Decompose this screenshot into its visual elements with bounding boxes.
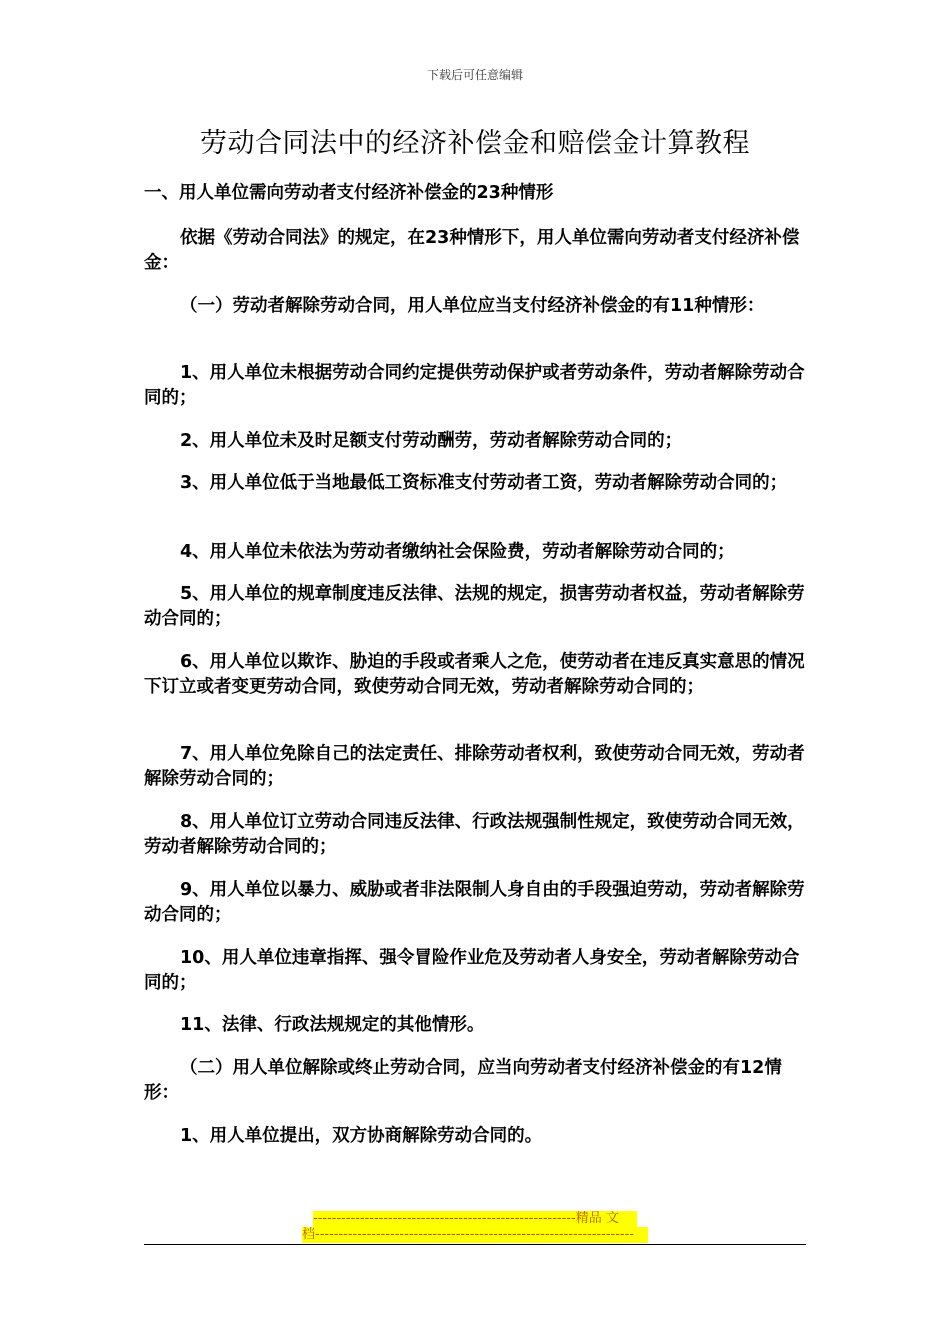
section-heading: 一、用人单位需向劳动者支付经济补偿金的23种情形 [144, 183, 554, 203]
footer-rule [144, 1244, 806, 1245]
intro-paragraph: 依据《劳动合同法》的规定，在23种情形下，用人单位需向劳动者支付经济补偿金： [144, 228, 800, 273]
list-item: 8、用人单位订立劳动合同违反法律、行政法规强制性规定，致使劳动合同无效，劳动者解除劳动合同的； [144, 812, 805, 857]
footer-line-2: 档-------------------------------------------------------------------- [302, 1227, 648, 1243]
document-title: 劳动合同法中的经济补偿金和赔偿金计算教程 [200, 128, 750, 159]
list-item: 1、用人单位未根据劳动合同约定提供劳动保护或者劳动条件，劳动者解除劳动合同的； [144, 363, 805, 408]
list-item: 5、用人单位的规章制度违反法律、法规的规定，损害劳动者权益，劳动者解除劳动合同的； [144, 584, 805, 629]
list-item: 6、用人单位以欺诈、胁迫的手段或者乘人之危，使劳动者在违反真实意思的情况下订立或者变更劳动合同，致使劳动合同无效，劳动者解除劳动合同的； [144, 652, 805, 697]
subsection-heading-1: （一）劳动者解除劳动合同，用人单位应当支付经济补偿金的有11种情形： [180, 296, 765, 316]
list-item: 3、用人单位低于当地最低工资标准支付劳动者工资，劳动者解除劳动合同的； [180, 473, 788, 493]
list-item: 1、用人单位提出，双方协商解除劳动合同的。 [180, 1126, 543, 1146]
list-item: 7、用人单位免除自己的法定责任、排除劳动者权利，致使劳动合同无效，劳动者解除劳动合同的； [144, 744, 805, 789]
list-item: 11、法律、行政法规规定的其他情形。 [180, 1015, 485, 1035]
header-note: 下载后可任意编辑 [426, 68, 523, 82]
list-item: 10、用人单位违章指挥、强令冒险作业危及劳动者人身安全，劳动者解除劳动合同的； [144, 948, 800, 993]
list-item: 9、用人单位以暴力、威胁或者非法限制人身自由的手段强迫劳动，劳动者解除劳动合同的； [144, 880, 805, 925]
list-item: 2、用人单位未及时足额支付劳动酬劳，劳动者解除劳动合同的； [180, 431, 683, 451]
list-item: 4、用人单位未依法为劳动者缴纳社会保险费，劳动者解除劳动合同的； [180, 542, 735, 562]
subsection-heading-2: （二）用人单位解除或终止劳动合同，应当向劳动者支付经济补偿金的有12情形： [144, 1058, 782, 1103]
footer-line-1: --------------------------------------------------------精品 文 [313, 1211, 637, 1227]
footer-highlight [302, 1211, 648, 1243]
